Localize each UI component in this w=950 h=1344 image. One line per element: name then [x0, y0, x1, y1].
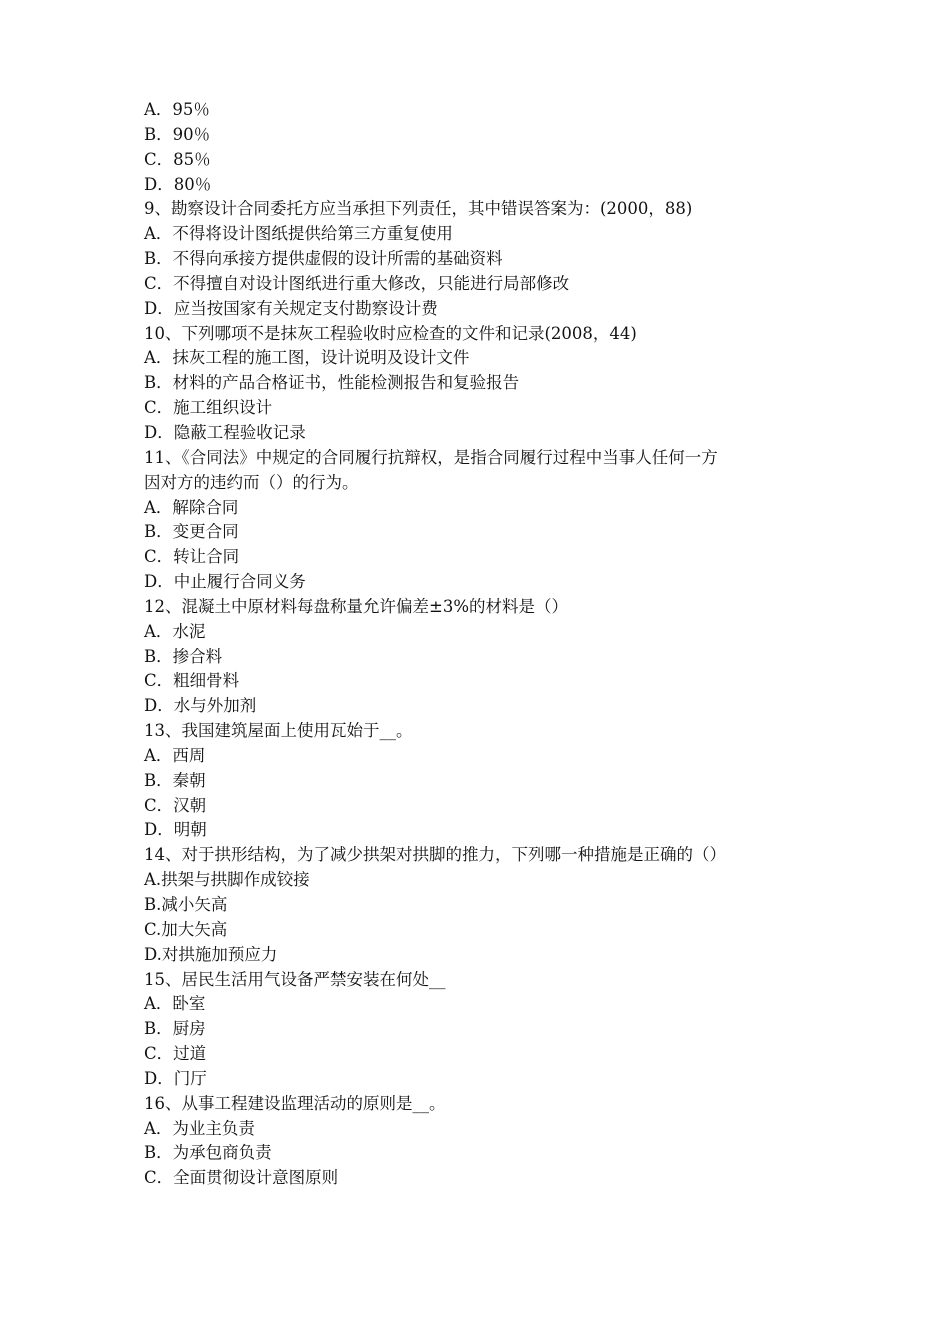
q16-option-b: B．为承包商负责	[144, 1143, 272, 1163]
question-9: 9、勘察设计合同委托方应当承担下列责任，其中错误答案为：(2000，88)	[144, 199, 693, 219]
q9-option-c: C．不得擅自对设计图纸进行重大修改，只能进行局部修改	[144, 273, 570, 293]
option-a-95: A．95％	[144, 100, 210, 119]
q13-option-a: A．西周	[144, 745, 206, 765]
document-page	[144, 98, 824, 1191]
q15-option-b: B．厨房	[144, 1019, 206, 1039]
question-11-line-1: 11、《合同法》中规定的合同履行抗辩权，是指合同履行过程中当事人任何一方	[144, 447, 718, 467]
q11-option-d: D．中止履行合同义务	[144, 572, 306, 592]
question-16: 16、从事工程建设监理活动的原则是__。	[144, 1093, 446, 1113]
q9-option-d: D．应当按国家有关规定支付勘察设计费	[144, 298, 438, 318]
q14-option-c: C.加大矢高	[144, 919, 228, 939]
option-d-80: D．80％	[144, 174, 212, 194]
question-13: 13、我国建筑屋面上使用瓦始于__。	[144, 721, 413, 741]
q14-option-b: B.减小矢高	[144, 895, 228, 914]
q11-option-a: A．解除合同	[144, 497, 239, 517]
q10-option-a: A．抹灰工程的施工图，设计说明及设计文件	[144, 348, 470, 368]
q12-option-c: C．粗细骨料	[144, 671, 240, 691]
q11-option-c: C．转让合同	[144, 547, 240, 567]
question-15: 15、居民生活用气设备严禁安装在何处__	[144, 969, 446, 989]
question-14: 14、对于拱形结构，为了减少拱架对拱脚的推力，下列哪一种措施是正确的（）	[144, 845, 726, 865]
q10-option-d: D．隐蔽工程验收记录	[144, 422, 306, 442]
q13-option-d: D．明朝	[144, 820, 207, 840]
question-11-line-2: 因对方的违约而（）的行为。	[144, 472, 359, 492]
q13-option-b: B．秦朝	[144, 770, 206, 790]
q12-option-d: D．水与外加剂	[144, 696, 257, 716]
question-12: 12、混凝土中原材料每盘称量允许偏差±3%的材料是（）	[144, 596, 568, 616]
q15-option-c: C．过道	[144, 1044, 207, 1064]
q10-option-c: C．施工组织设计	[144, 398, 273, 418]
q14-option-a: A.拱架与拱脚作成铰接	[144, 870, 310, 890]
q16-option-a: A．为业主负责	[144, 1118, 255, 1138]
q14-option-d: D.对拱施加预应力	[144, 944, 278, 964]
q12-option-b: B．掺合料	[144, 646, 223, 666]
question-10: 10、下列哪项不是抹灰工程验收时应检查的文件和记录(2008，44)	[144, 323, 637, 343]
q15-option-a: A．卧室	[144, 994, 206, 1014]
q9-option-b: B．不得向承接方提供虚假的设计所需的基础资料	[144, 249, 503, 269]
option-b-90: B．90％	[144, 124, 211, 144]
q13-option-c: C．汉朝	[144, 795, 207, 815]
q9-option-a: A．不得将设计图纸提供给第三方重复使用	[144, 224, 453, 244]
q10-option-b: B．材料的产品合格证书，性能检测报告和复验报告	[144, 373, 520, 393]
q16-option-c: C．全面贯彻设计意图原则	[144, 1168, 339, 1188]
q15-option-d: D．门厅	[144, 1068, 207, 1088]
q12-option-a: A．水泥	[144, 621, 206, 641]
q11-option-b: B．变更合同	[144, 522, 239, 542]
option-c-85: C．85％	[144, 149, 211, 169]
